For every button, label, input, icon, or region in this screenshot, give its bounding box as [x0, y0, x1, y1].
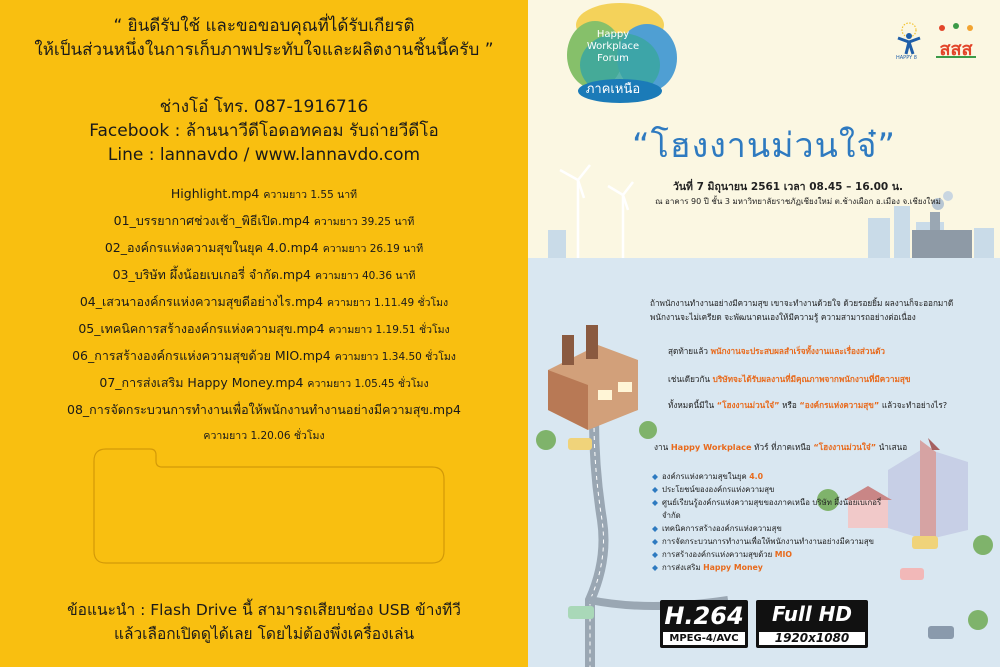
topic-list: [652, 470, 892, 574]
topic-highlight: Happy Money: [703, 563, 763, 572]
file-name: 03_บริษัท ผึ้งน้อยเบเกอรี่ จำกัด.mp4: [112, 267, 311, 282]
file-name: 08_การจัดกระบวนการทำงานเพื่อให้พนักงานทำงานอย่างมีความสุข.mp4: [67, 402, 461, 417]
file-item: [0, 181, 528, 208]
file-name: 07_การส่งเสริม Happy Money.mp4: [99, 375, 304, 390]
contact-block: [0, 95, 528, 167]
forum-line-3: Forum: [597, 53, 629, 64]
file-list: [0, 181, 528, 449]
right-panel: [528, 0, 1000, 667]
p4-highlight-2: “องค์กรแห่งความสุข”: [799, 400, 880, 410]
topic-text: องค์กรแห่งความสุขในยุค: [662, 472, 747, 481]
event-date: วันที่ 7 มิถุนายน 2561 เวลา 08.45 – 16.00 น.: [672, 181, 904, 193]
p5-prefix: งาน: [654, 442, 669, 452]
file-duration: ความยาว 26.19 นาที: [322, 243, 424, 255]
flash-drive-outline: [92, 447, 446, 565]
bullet-icon: ◆: [652, 524, 658, 533]
file-duration: ความยาว 1.34.50 ชั่วโมง: [334, 351, 456, 363]
p2-prefix: สุดท้ายแล้ว: [668, 346, 708, 356]
file-item: [0, 235, 528, 262]
list-item: [652, 496, 892, 522]
file-duration: ความยาว 1.11.49 ชั่วโมง: [327, 297, 449, 309]
contact-phone: ช่างโอ๋ โทร. 087-1916716: [159, 97, 369, 117]
file-duration: ความยาว 1.19.51 ชั่วโมง: [328, 324, 450, 336]
bullet-icon: ◆: [652, 485, 658, 494]
usage-tip: [0, 598, 528, 646]
topic-text: ศูนย์เรียนรู้องค์กรแห่งความสุขของภาคเหนือ บริษัท ผึ้งน้อยเบเกอรี่ จำกัด: [662, 498, 882, 520]
p5-highlight-1: Happy Workplace: [670, 442, 752, 452]
file-name: 01_บรรยากาศช่วงเช้า_พิธีเปิด.mp4: [113, 213, 310, 228]
event-title: “โฮงงานม่วนใจ๋”: [631, 126, 897, 166]
bullet-icon: ◆: [652, 563, 658, 572]
file-name: 04_เสวนาองค์กรแห่งความสุขดีอย่างไร.mp4: [79, 294, 324, 309]
bullet-icon: ◆: [652, 550, 658, 559]
paragraph-success: [668, 344, 978, 358]
contact-facebook: Facebook : ล้านนาวีดีโอดอทคอม รับถ่ายวีดีโอ: [89, 121, 439, 141]
topic-text: การสร้างองค์กรแห่งความสุขด้วย: [662, 550, 773, 559]
road: [590, 420, 604, 667]
bullet-icon: ◆: [652, 498, 658, 507]
fullhd-badge: [756, 600, 868, 648]
file-duration: ความยาว 1.05.45 ชั่วโมง: [307, 378, 429, 390]
region-label: ภาคเหนือ: [585, 82, 641, 97]
topic-text: การจัดกระบวนการทำงานเพื่อให้พนักงานทำงานอย่างมีความสุข: [662, 537, 874, 546]
fullhd-sub-label: 1920x1080: [759, 632, 865, 645]
file-duration: ความยาว 1.20.06 ชั่วโมง: [203, 430, 325, 442]
p4-highlight-1: “โฮงงานม่วนใจ๋”: [716, 400, 780, 410]
thanks-message: [0, 14, 528, 62]
thanks-line-2: ให้เป็นส่วนหนึ่งในการเก็บภาพประทับใจและผลิตงานชิ้นนี้ครับ ”: [34, 40, 494, 60]
paragraph-present: [654, 440, 984, 454]
forum-line-2: Workplace: [586, 41, 640, 52]
file-item: [0, 208, 528, 235]
list-item: [652, 522, 892, 535]
fullhd-label: Full HD: [772, 602, 852, 626]
file-item-duration: [0, 422, 528, 449]
list-item: [652, 561, 892, 574]
h264-badge: [660, 600, 748, 648]
topic-text: เทคนิคการสร้างองค์กรแห่งความสุข: [662, 524, 782, 533]
p2-highlight: พนักงานจะประสบผลสำเร็จทั้งงานและเรื่องส่วนตัว: [710, 346, 886, 356]
happy8-logo-icon: [892, 22, 926, 60]
p4-suffix: แล้วจะทำอย่างไร?: [881, 400, 948, 410]
p5-suffix: นำเสนอ: [878, 442, 908, 452]
p5-mid: ทัวร์ ที่ภาคเหนือ: [754, 442, 811, 452]
file-item: [0, 262, 528, 289]
topic-highlight: MIO: [774, 550, 792, 559]
file-item: [0, 343, 528, 370]
p4-mid: หรือ: [782, 400, 797, 410]
file-name: 05_เทคนิคการสร้างองค์กรแห่งความสุข.mp4: [78, 321, 325, 336]
thanks-line-1: “ ยินดีรับใช้ และขอขอบคุณที่ได้รับเกียรติ: [113, 16, 415, 36]
topic-highlight: 4.0: [749, 472, 764, 481]
intro-paragraph: [650, 296, 980, 324]
file-name: 06_การสร้างองค์กรแห่งความสุขด้วย MIO.mp4: [72, 348, 331, 363]
event-venue: ณ อาคาร 90 ปี ชั้น 3 มหาวิทยาลัยราชภัฏเชียงใหม่ ต.ช้างเผือก อ.เมือง จ.เชียงใหม่: [655, 197, 941, 206]
topic-text: การส่งเสริม: [662, 563, 701, 572]
file-name: 02_องค์กรแห่งความสุขในยุค 4.0.mp4: [104, 240, 319, 255]
file-duration: ความยาว 1.55 นาที: [263, 189, 358, 201]
p3-prefix: เช่นเดียวกัน: [668, 374, 711, 384]
file-item: [0, 289, 528, 316]
bullet-icon: ◆: [652, 472, 658, 481]
paragraph-question: [668, 398, 978, 412]
p5-highlight-2: “โฮงงานม่วนใจ๋”: [813, 442, 877, 452]
file-duration: ความยาว 40.36 นาที: [314, 270, 416, 282]
list-item: [652, 470, 892, 483]
p3-highlight: บริษัทจะได้รับผลงานที่มีคุณภาพจากพนักงานที่มีความสุข: [712, 374, 911, 384]
list-item: [652, 483, 892, 496]
p4-prefix: ทั้งหมดนี้มีใน: [668, 400, 715, 410]
file-duration: ความยาว 39.25 นาที: [313, 216, 415, 228]
paragraph-company: [668, 372, 978, 386]
tip-line-1: ข้อแนะนำ : Flash Drive นี้ สามารถเสียบช่อง USB ข้างทีวี: [67, 601, 461, 619]
forum-line-1: Happy: [596, 29, 630, 40]
happy8-text: HAPPY 8: [896, 55, 917, 60]
intro-text: ถ้าพนักงานทำงานอย่างมีความสุข เขาจะทำงานด้วยใจ ด้วยรอยยิ้ม ผลงานก็จะออกมาดี พนักงานจะไม่เครียด จะพัฒนาตนเองให้มีความรู้ ความสามารถอย่างต่อเนื่อง: [650, 298, 954, 322]
file-item: [0, 370, 528, 397]
sss-logo-text: สสส: [939, 39, 973, 60]
tip-line-2: แล้วเลือกเปิดดูได้เลย โดยไม่ต้องพึ่งเครื่องเล่น: [113, 625, 415, 643]
bullet-icon: ◆: [652, 537, 658, 546]
h264-label: H.264: [664, 602, 744, 630]
topic-text: ประโยชน์ขององค์กรแห่งความสุข: [662, 485, 775, 494]
list-item: [652, 535, 892, 548]
list-item: [652, 548, 892, 561]
file-item: [0, 316, 528, 343]
h264-sub-label: MPEG-4/AVC: [663, 632, 745, 645]
file-name: Highlight.mp4: [170, 186, 260, 201]
contact-line: Line : lannavdo / www.lannavdo.com: [107, 145, 421, 165]
file-item: [0, 397, 528, 422]
forum-title: [558, 29, 668, 65]
